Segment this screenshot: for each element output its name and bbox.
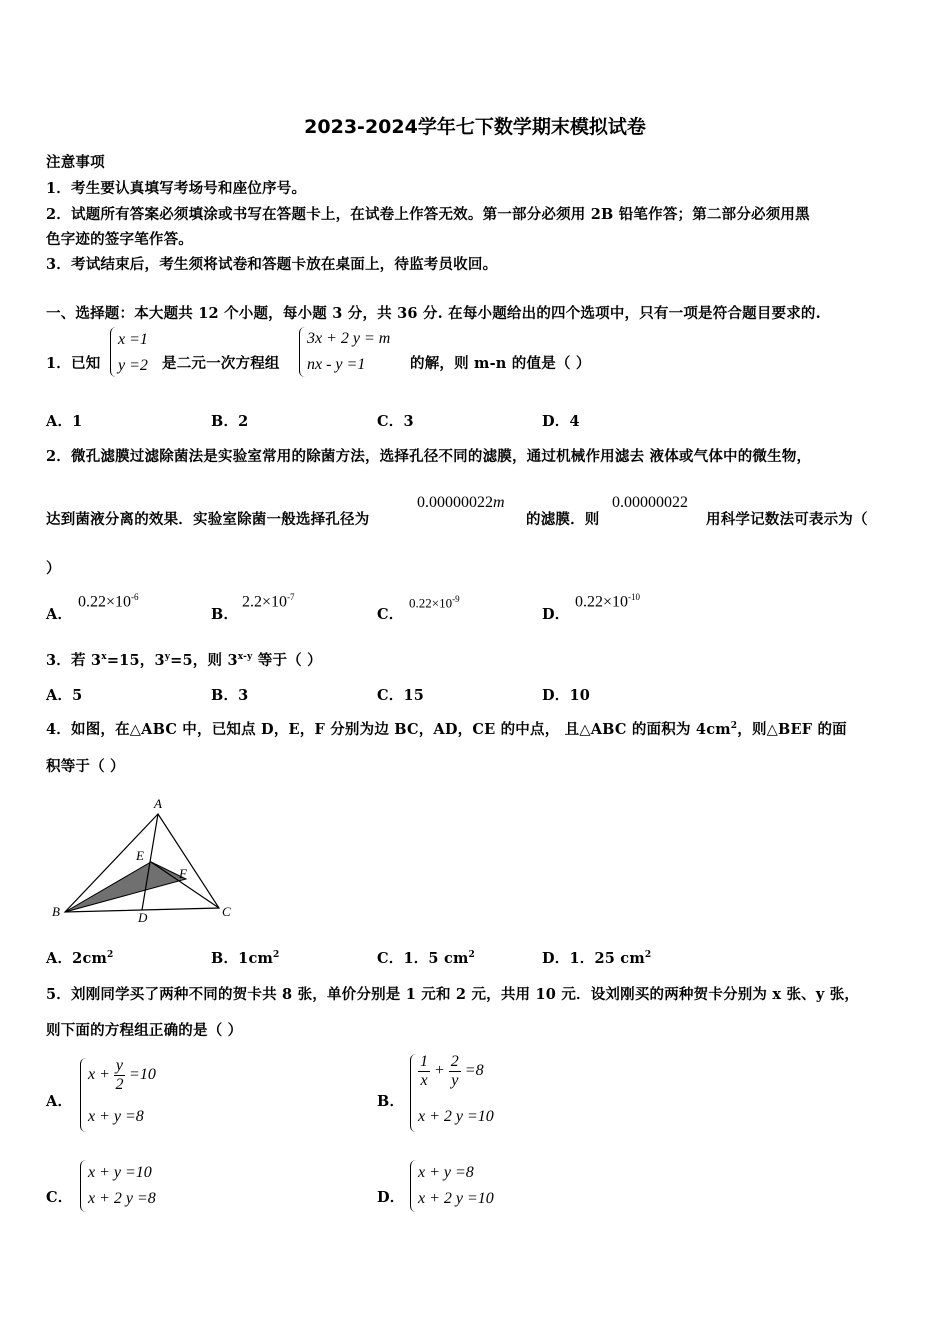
q5-line2: 则下面的方程组正确的是（ ） <box>46 1022 243 1039</box>
q4-line1: 4．如图，在△ABC 中，已知点 D，E，F 分别为边 BC，AD，CE 的中点， 且△ABC 的面积为 $4cm^2$，则△BEF 的面 <box>46 721 847 738</box>
label-b: B <box>52 904 60 919</box>
q4-option-d: D．1．25 $cm^2$ <box>542 950 652 967</box>
notice-item-2-cont: 色字迹的签字笔作答。 <box>46 231 193 248</box>
notice-item-3: 3．考试结束后，考生须将试卷和答题卡放在桌面上，待监考员收回。 <box>46 256 498 273</box>
q2-option-b-value: $2.2\times 10^{-7}$ <box>242 592 295 611</box>
q2-line3: ） <box>46 560 61 577</box>
q2-option-d-value: $0.22\times 10^{-10}$ <box>575 592 641 611</box>
q3-option-d: D．10 <box>542 687 591 704</box>
page-title: 2023-2024学年七下数学期末模拟试卷 <box>304 116 646 138</box>
label-d: D <box>138 910 148 925</box>
q2-option-a-value: $0.22\times 10^{-6}$ <box>78 592 139 611</box>
q2-number-2: 0.00000022 <box>612 494 688 511</box>
q5-option-b-row2: x + 2 y =10 <box>418 1108 494 1125</box>
notice-heading: 注意事项 <box>46 154 105 171</box>
triangle-figure <box>46 792 246 932</box>
q1-system-brace <box>299 327 306 377</box>
q1-solution-brace <box>110 327 117 377</box>
q5-option-c-rows: x + y =10 x + 2 y =8 <box>88 1164 156 1207</box>
section-heading: 一、选择题：本大题共 12 个小题，每小题 3 分，共 36 分. 在每小题给出的四个选项中，只有一项是符合题目要求的. <box>46 305 821 322</box>
q1-pre: 1．已知 <box>46 355 101 372</box>
q1-option-d: D．4 <box>542 413 580 430</box>
q5-option-d-label: D． <box>377 1189 405 1206</box>
q2-line1: 2．微孔滤膜过滤除菌法是实验室常用的除菌方法，选择孔径不同的滤膜，通过机械作用滤去 液体或气体中的微生物， <box>46 448 812 465</box>
q4-option-a: A．$2cm^2$ <box>46 950 114 967</box>
q5-option-b-label: B． <box>377 1093 405 1110</box>
label-c: C <box>222 904 231 919</box>
q5-option-c-brace <box>80 1160 87 1212</box>
q4-option-c: C．1．5 $cm^2$ <box>377 950 476 967</box>
q1-mid: 是二元一次方程组 <box>162 355 280 372</box>
q2-option-a-label: A． <box>46 606 73 623</box>
q1-solution: x =1 y =2 <box>118 331 148 374</box>
q5-line1: 5．刘刚同学买了两种不同的贺卡共 8 张，单价分别是 1 元和 2 元，共用 10 元．设刘刚买的两种贺卡分别为 x 张、y 张， <box>46 986 860 1003</box>
q4-option-b: B．$1cm^2$ <box>211 950 280 967</box>
q2-line2a: 达到菌液分离的效果．实验室除菌一般选择孔径为 <box>46 511 370 528</box>
q5-option-c-label: C． <box>46 1189 73 1206</box>
q5-option-b-brace <box>410 1054 417 1132</box>
q2-option-c-value: $0.22\times 10^{-9}$ <box>409 594 460 611</box>
q1-option-b: B．2 <box>211 413 249 430</box>
q5-option-a-row2: x + y =8 <box>88 1108 144 1125</box>
q2-line2c: 用科学记数法可表示为（ <box>706 511 868 528</box>
q1-system: 3x + 2 y = m nx - y =1 <box>307 330 391 373</box>
q5-option-d-brace <box>410 1160 417 1212</box>
q2-option-b-label: B． <box>211 606 239 623</box>
q5-option-a-row1: x + $\frac{y}{2}$ =10 <box>88 1057 156 1093</box>
q2-number-1: 0.00000022m <box>417 494 505 511</box>
q1-option-c: C．3 <box>377 413 414 430</box>
shaded-triangle-bef <box>65 862 186 912</box>
label-a: A <box>154 796 162 811</box>
label-e: E <box>136 848 144 863</box>
notice-item-2: 2．试题所有答案必须填涂或书写在答题卡上，在试卷上作答无效。第一部分必须用 2B 铅笔作答；第二部分必须用黑 <box>46 206 810 223</box>
q2-option-d-label: D． <box>542 606 570 623</box>
q5-option-b-row1: $\frac{1}{x}$ + $\frac{2}{y}$ =8 <box>420 1053 484 1089</box>
q5-option-d-rows: x + y =8 x + 2 y =10 <box>418 1164 494 1207</box>
label-f: F <box>179 866 187 881</box>
q3-option-b: B．3 <box>211 687 249 704</box>
q3-option-c: C．15 <box>377 687 425 704</box>
q1-post: 的解，则 m-n 的值是（ ） <box>410 355 591 372</box>
q3-stem: 3．若 $3^x=15$，$3^y=5$，则 3$^{x-y}$ 等于（ ） <box>46 652 322 669</box>
notice-item-1: 1．考生要认真填写考场号和座位序号。 <box>46 180 307 197</box>
q1-option-a: A．1 <box>46 413 83 430</box>
q5-option-a-brace <box>80 1058 87 1132</box>
q4-line2: 积等于（ ） <box>46 758 125 775</box>
q3-option-a: A．5 <box>46 687 83 704</box>
q5-option-a-label: A． <box>46 1093 73 1110</box>
q2-line2b: 的滤膜．则 <box>526 511 600 528</box>
triangle-abc <box>65 814 219 912</box>
q2-option-c-label: C． <box>377 606 404 623</box>
